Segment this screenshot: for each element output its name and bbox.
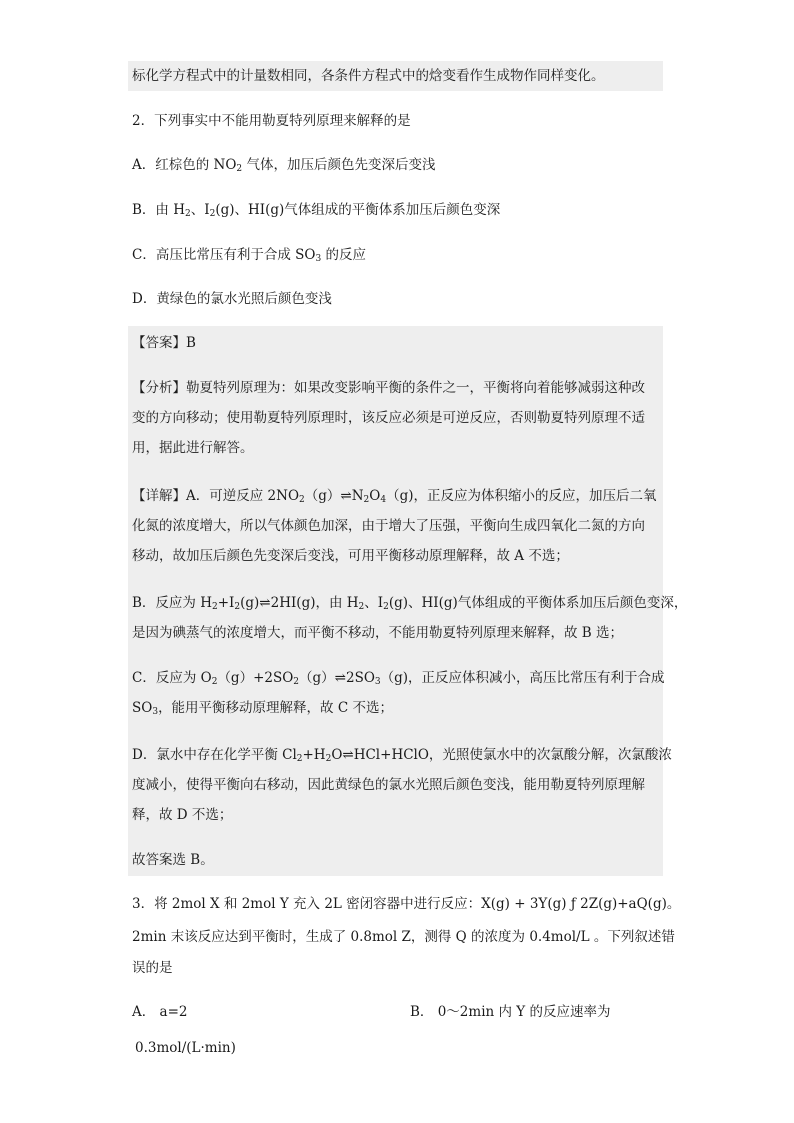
q2-conclusion: 故答案选 B。	[132, 852, 214, 868]
q2-detail-a-2: 化氮的浓度增大，所以气体颜色加深，由于增大了压强，平衡向生成四氧化二氮的方向	[132, 518, 645, 534]
q2-detail-b-2: 是因为碘蒸气的浓度增大，而平衡不移动，不能用勒夏特列原理来解释，故 B 选；	[132, 625, 624, 641]
q3-stem-1: 3．将 2mol X 和 2mol Y 充入 2L 密闭容器中进行反应：X(g) + 3Y(g) ƒ 2Z(g)+aQ(g)。	[132, 896, 681, 912]
q2-detail-a-3: 移动，故加压后颜色先变深后变浅，可用平衡移动原理解释，故 A 不选；	[132, 548, 569, 564]
q3-stem-3: 误的是	[132, 960, 173, 976]
q2-detail-a-1: 【详解】A．可逆反应 $2NO_2(g)\rightleftharpoons N_2O_4(g)$，正反应为体积缩小的反应，加压后二氧	[132, 488, 657, 505]
q2-detail-c-1: C．反应为 $O_2(g)+2SO_2(g)\rightleftharpoons 2SO_3(g)$，正反应体积减小，高压比常压有利于合成	[132, 670, 665, 687]
q2-answer: 【答案】B	[132, 335, 196, 351]
q2-detail-d-2: 度减小，使得平衡向右移动，因此黄绿色的氯水光照后颜色变浅，能用勒夏特列原理解	[132, 777, 645, 793]
q2-stem: 2．下列事实中不能用勒夏特列原理来解释的是	[132, 113, 411, 129]
q3-stem-2: 2min 末该反应达到平衡时，生成了 0.8mol Z，测得 Q 的浓度为 0.4mol/L 。下列叙述错	[132, 929, 675, 945]
q2-analysis-1: 【分析】勒夏特列原理为：如果改变影响平衡的条件之一，平衡将向着能够减弱这种改	[132, 380, 645, 396]
q3-option-b-cont: 0.3mol/(L·min)	[135, 1040, 236, 1056]
q3-option-a: A． a=2	[132, 1004, 188, 1020]
intro-line: 标化学方程式中的计量数相同，各条件方程式中的焓变看作生成物作同样变化。	[132, 68, 605, 84]
q2-detail-b-1: B．反应为 $H_2+I_2(g)\rightleftharpoons 2HI(g)$，由 $H_2$、$I_2(g)$、HI(g)气体组成的平衡体系加压后颜色变深，	[132, 595, 688, 612]
q2-analysis-3: 用，据此进行解答。	[132, 440, 254, 456]
q3-option-b: B． 0～2min 内 Y 的反应速率为	[410, 1004, 611, 1020]
q2-option-c: C．高压比常压有利于合成 $SO_3$ 的反应	[132, 247, 366, 264]
q2-option-d: D．黄绿色的氯水光照后颜色变浅	[132, 291, 332, 307]
q2-detail-c-2: $SO_3$，能用平衡移动原理解释，故 C 不选；	[132, 700, 393, 717]
q2-option-a: A．红棕色的 $NO_2$ 气体，加压后颜色先变深后变浅	[132, 157, 436, 174]
q2-option-b: B．由 $H_2$、$I_2(g)$、HI(g)气体组成的平衡体系加压后颜色变深	[132, 202, 501, 219]
q2-detail-d-3: 释，故 D 不选；	[132, 807, 233, 823]
q2-detail-d-1: D．氯水中存在化学平衡 $Cl_2+H_2O\rightleftharpoons HCl+HClO$，光照使氯水中的次氯酸分解，次氯酸浓	[132, 747, 672, 764]
q2-analysis-2: 变的方向移动；使用勒夏特列原理时，该反应必须是可逆反应，否则勒夏特列原理不适	[132, 410, 645, 426]
